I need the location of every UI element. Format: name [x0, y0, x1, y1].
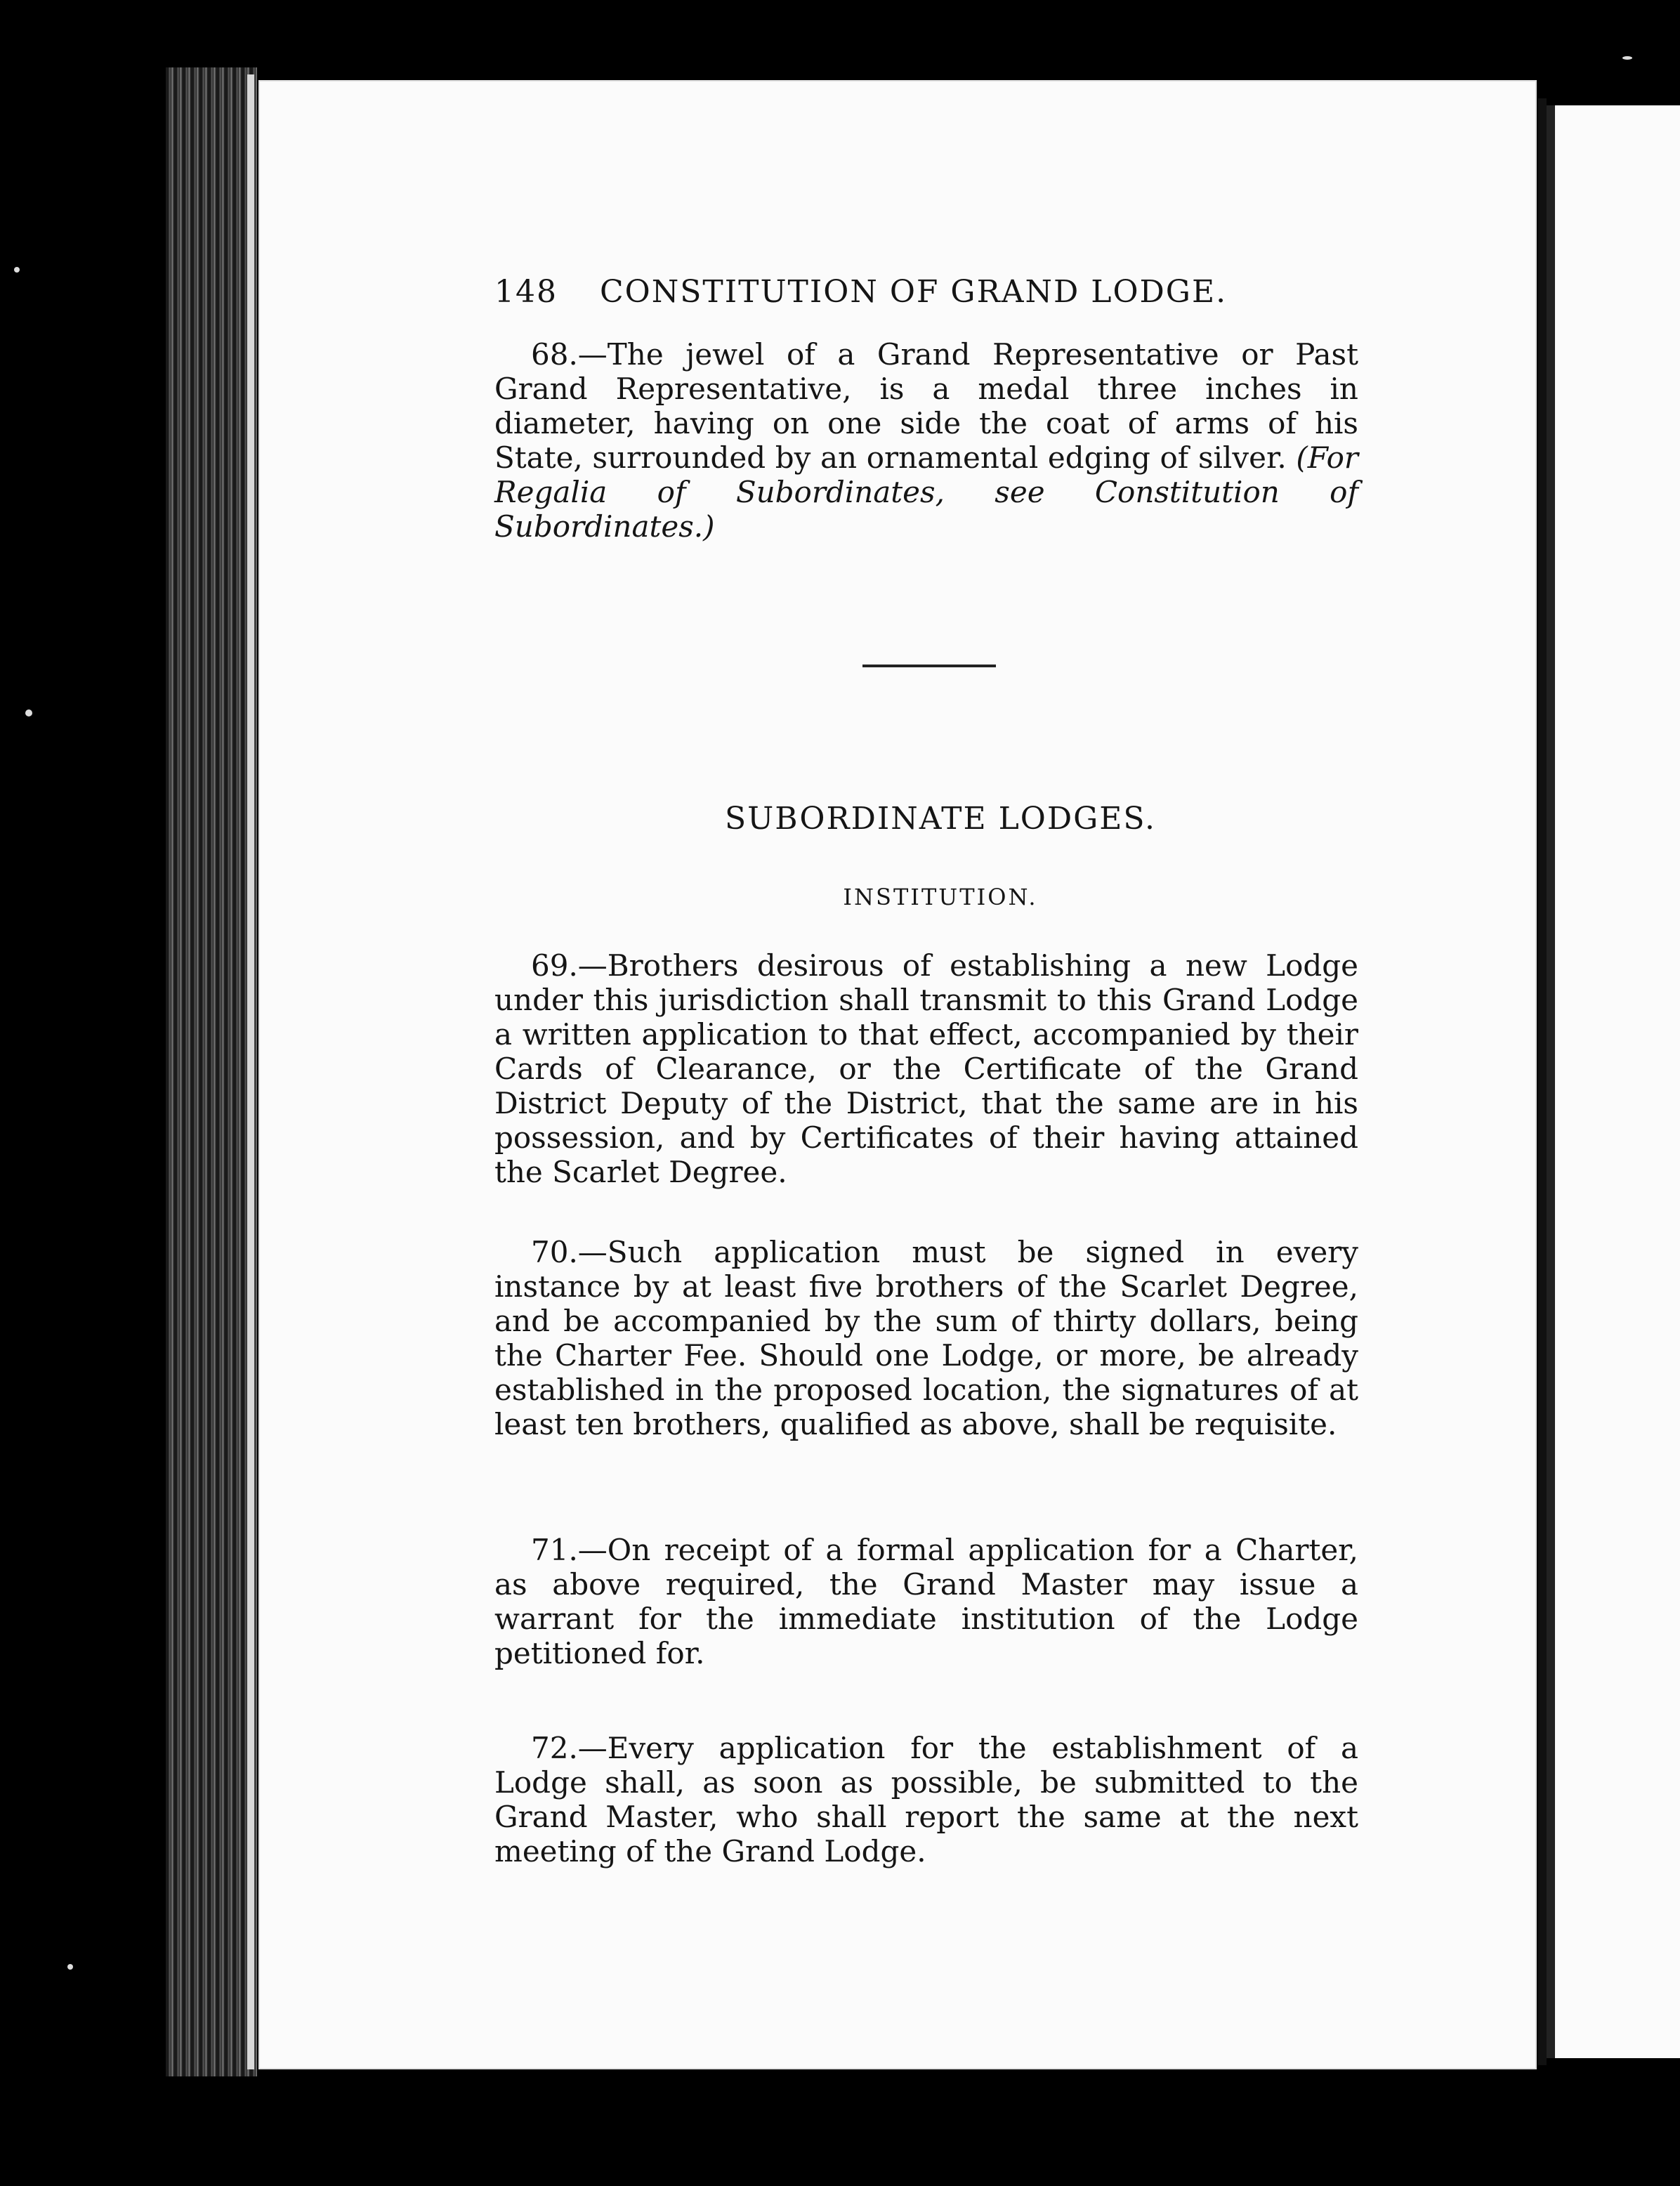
page-number: 148	[494, 274, 558, 310]
paragraph-68-text: 68.—The jewel of a Grand Representative or Past Grand Representative, is a medal three inches in diameter, having on one side the coat of arms of his State, surrounded by an ornamental edging of silver.	[494, 337, 1358, 475]
subsection-title: INSTITUTION.	[843, 884, 1038, 910]
paragraph-72: 72.—Every application for the establishment of a Lodge shall, as soon as possible, be submitted to the Grand Master, who shall report the same at the next meeting of the Grand Lodge.	[494, 1731, 1358, 1868]
paragraph-69: 69.—Brothers desirous of establishing a new Lodge under this jurisdiction shall transmit to this Grand Lodge a written application to that effect, accompanied by their Cards of Clearance, or the Certificate of the Grand District Deputy of the District, that the same are in his possession, and by Certificates of their having attained the Scarlet Degree.	[494, 948, 1358, 1189]
scan-speck	[14, 267, 20, 273]
section-title: SUBORDINATE LODGES.	[725, 801, 1156, 837]
section-divider	[862, 665, 996, 667]
scan-speck	[67, 1964, 73, 1970]
facing-page-gutter	[1538, 98, 1547, 2065]
paragraph-68-note: (For Regalia of Subordinates, see Constitution of Subordinates.)	[494, 440, 1358, 544]
paragraph-71: 71.—On receipt of a formal application for a Charter, as above required, the Grand Master may issue a warrant for the immediate institution of the Lodge petitioned for.	[494, 1533, 1358, 1670]
paragraph-70: 70.—Such application must be signed in every instance by at least five brothers of the Scarlet Degree, and be accompanied by the sum of thirty dollars, being the Charter Fee. Should one Lodge, or more, be already established in the proposed location, the signatures of at least ten brothers, qualified as above, shall be requisite.	[494, 1235, 1358, 1441]
running-title: CONSTITUTION OF GRAND LODGE.	[600, 274, 1228, 310]
scan-speck	[25, 709, 32, 716]
scan-speck	[1622, 56, 1632, 60]
paragraph-68	[494, 337, 1358, 544]
book-page-edges	[166, 67, 257, 2076]
facing-page-edge	[1547, 105, 1680, 2058]
running-head	[494, 274, 1358, 310]
